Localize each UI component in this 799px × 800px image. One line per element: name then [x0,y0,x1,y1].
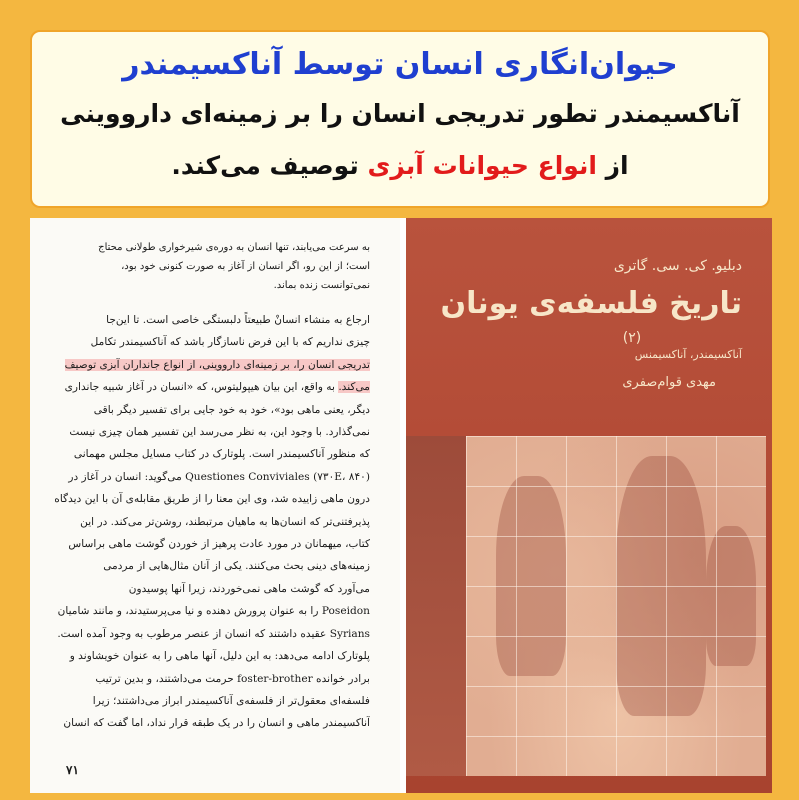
cover-text-block [426,258,742,390]
cover-title: تاریخ فلسفه‌ی یونان [440,286,742,321]
cover-volume: (۲) [622,330,642,346]
header-line2-prefix: از [596,151,629,180]
cover-author: دبلیو. کی. سی. گاتری [613,258,742,274]
header-line2-highlight: انواع حیوانات آبزی [367,151,597,180]
header-subtitle-line-1: آناکسیمندر تطور تدریجی انسان را بر زمینه‌ای دارووینی [60,99,740,128]
page-line: چیزی نداریم که با این فرض ناسازگار باشد که آناکسیمندر تکامل [90,336,370,349]
page-line: می‌آورد که گوشت ماهی نمی‌خوردند، زیرا آنها پوسیدون [128,582,370,595]
content-frame [30,218,772,793]
header-subtitle-line-2 [32,140,768,192]
page-line: Syrians عقیده داشتند که انسان از عنصر مرطوب به وجود آمده است. [57,627,370,640]
page-line: زمینه‌های دینی بحث می‌کنند. یکی از آنان مثال‌هایی از مردمی [103,560,370,573]
page-body-paragraph [52,309,370,735]
header-line2-suffix: توصیف می‌کند. [171,151,368,180]
header-title: حیوان‌انگاری انسان توسط آناکسیمندر [122,47,678,82]
cover-translator: مهدی قوام‌صفری [622,375,716,390]
page-line-text: به واقع، این بیان هیپولیتوس، که «انسان در آغاز شبیه جانداری [64,381,339,394]
page-line: Poseidon را به عنوان پرورش دهنده و نیا می‌پرستیدند، و مانند شامیان [57,605,370,618]
page-line: نمی‌گذارد. با وجود این، به نظر می‌رسد این تفسیر همان چیزی نیست [69,426,370,439]
cover-grid-overlay [466,436,766,776]
page-line: Questiones Conviviales (۷۳۰E، ۸۴۰) می‌گوید: انسان در آغاز در [68,470,370,483]
highlighted-text: تدریجی انسان را، بر زمینه‌ای دارووینی، از انواع جانداران آبزی توصیف [64,358,370,371]
page-line: که منظور آناکسیمندر است. پلوتارک در کتاب مسایل مجلس مهمانی [73,448,370,461]
page-line: پذیرفتنی‌تر که انسان‌ها به ماهیان مرتبطند، روشن‌تر می‌کند. در این [80,515,370,528]
page-line: درون ماهی زاییده شد، وی این معنا را از طریق مقابله‌ی آن با این دیدگاه [54,493,370,506]
highlighted-text: می‌کند. [338,381,370,394]
header-card [30,30,770,208]
page-number: ۷۱ [66,763,79,777]
cover-subtitle: آناکسیمندر، آناکسیمنس [634,348,742,361]
page-line: فلسفه‌ای معقول‌تر از فلسفه‌ی آناکسیمندر ابراز می‌داشتند؛ زیرا [92,694,370,707]
cover-artwork [466,436,766,776]
book-page [30,218,400,793]
book-cover [406,218,772,793]
page-top-line: به سرعت می‌یابند، تنها انسان به دوره‌ی شیرخواری طولانی محتاج [98,242,370,253]
page-line: ارجاع به منشاء انسانْ طبیعتاً دلبستگی خاصی است. تا این‌جا [106,314,370,326]
page-line: پلوتارک ادامه می‌دهد: به این دلیل، آنها ماهی را به عنوان خویشاوند و [69,650,370,663]
page-top-paragraph [52,238,370,295]
page-line: برادر خوانده foster-brother حرمت می‌داشتند، و بدین ترتیب [95,672,370,685]
page-line [52,376,370,398]
page-line: کتاب، میهمانان در مورد عادت پرهیز از خوردن گوشت ماهی براساس [68,538,370,551]
page-top-line: نمی‌توانست زنده بماند. [273,280,370,291]
cover-art-strip [406,436,466,776]
page-line-highlighted [52,354,370,376]
page-line: دیگر، یعنی ماهی بود»، خود به خود جایی برای تفسیر دیگر باقی [93,403,370,416]
page-line: آناکسیمندر ماهی و انسان را در یک طبقه قرار نداد، اما گفت که انسان [63,717,370,730]
page-top-line: است؛ از این رو، اگر انسان از آغاز به صورت کنونی خود بود، [121,261,370,272]
